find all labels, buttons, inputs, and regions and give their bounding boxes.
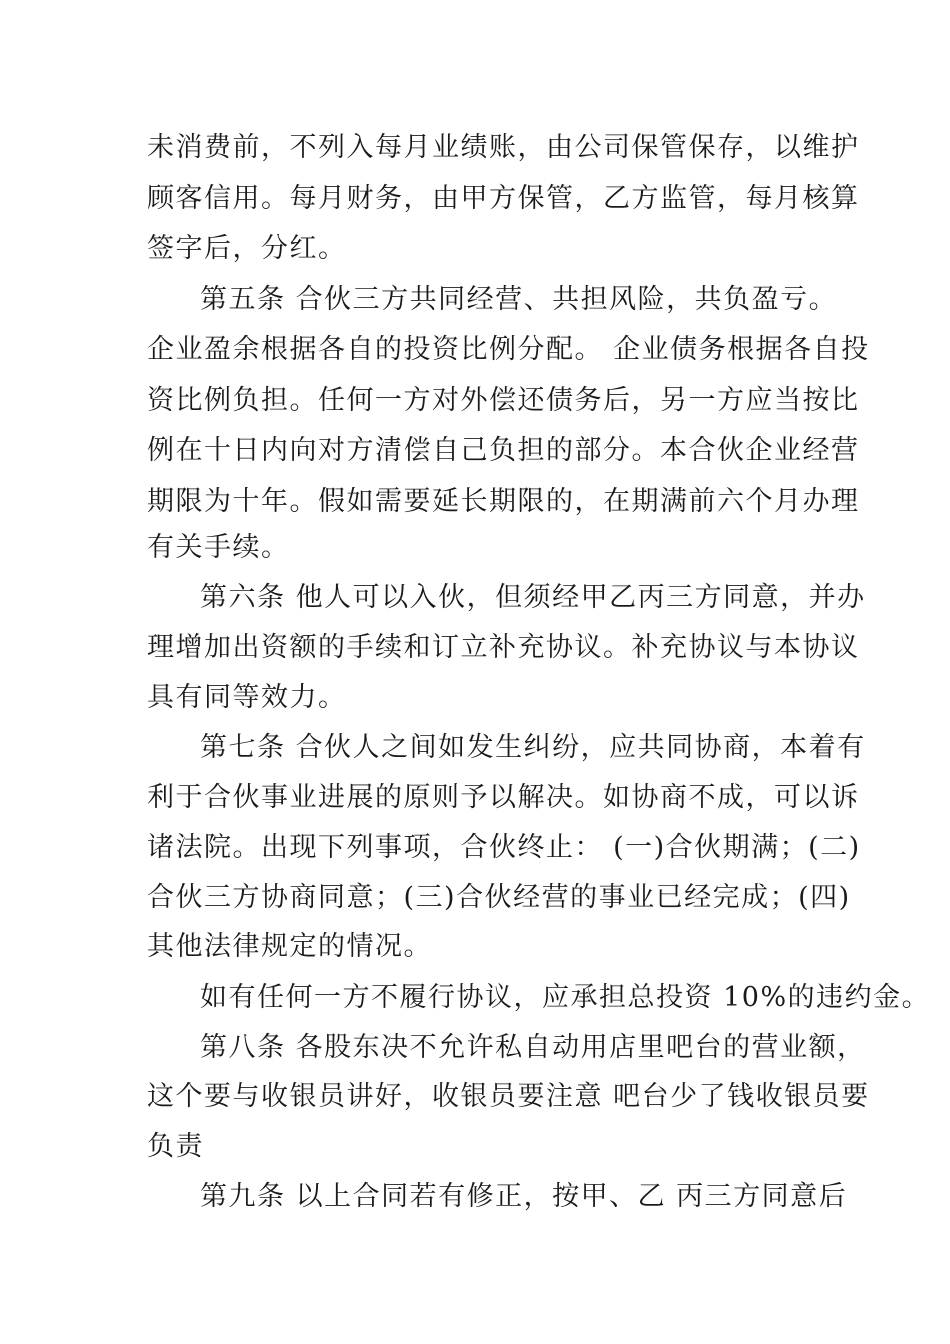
article-8-heading-line: 第八条 各股东决不允许私自动用店里吧台的营业额， <box>200 1032 866 1063</box>
article-7-heading-line: 第七条 合伙人之间如发生纠纷，应共同协商，本着有 <box>200 732 866 763</box>
text-line: 未消费前，不列入每月业绩账，由公司保管保存，以维护 <box>147 132 860 163</box>
article-6-heading-line: 第六条 他人可以入伙，但须经甲乙丙三方同意，并办 <box>200 582 866 613</box>
text-line: 资比例负担。任何一方对外偿还债务后，另一方应当按比 <box>147 385 860 416</box>
article-9-heading-line: 第九条 以上合同若有修正，按甲、乙 丙三方同意后 <box>200 1181 848 1212</box>
text-line: 具有同等效力。 <box>147 682 347 713</box>
text-line: 顾客信用。每月财务，由甲方保管，乙方监管，每月核算 <box>147 183 860 214</box>
text-line: 合伙三方协商同意；(三)合伙经营的事业已经完成；(四) <box>147 882 851 913</box>
text-line: 其他法律规定的情况。 <box>147 931 432 962</box>
text-line: 理增加出资额的手续和订立补充协议。补充协议与本协议 <box>147 632 860 663</box>
text-line: 企业盈余根据各自的投资比例分配。 企业债务根据各自投 <box>147 334 870 365</box>
text-line: 诸法院。出现下列事项，合伙终止： (一)合伙期满；(二) <box>147 832 861 863</box>
penalty-clause-line: 如有任何一方不履行协议，应承担总投资 10%的违约金。 <box>200 982 931 1013</box>
text-line: 负责 <box>147 1131 204 1162</box>
text-line: 签字后，分红。 <box>147 233 347 264</box>
text-line: 这个要与收银员讲好，收银员要注意 吧台少了钱收银员要 <box>147 1081 870 1112</box>
text-line: 利于合伙事业进展的原则予以解决。如协商不成，可以诉 <box>147 782 860 813</box>
text-line: 期限为十年。假如需要延长期限的，在期满前六个月办理 <box>147 486 860 517</box>
text-line: 例在十日内向对方清偿自己负担的部分。本合伙企业经营 <box>147 435 860 466</box>
article-5-heading-line: 第五条 合伙三方共同经营、共担风险，共负盈亏。 <box>200 284 838 315</box>
text-line: 有关手续。 <box>147 532 290 563</box>
